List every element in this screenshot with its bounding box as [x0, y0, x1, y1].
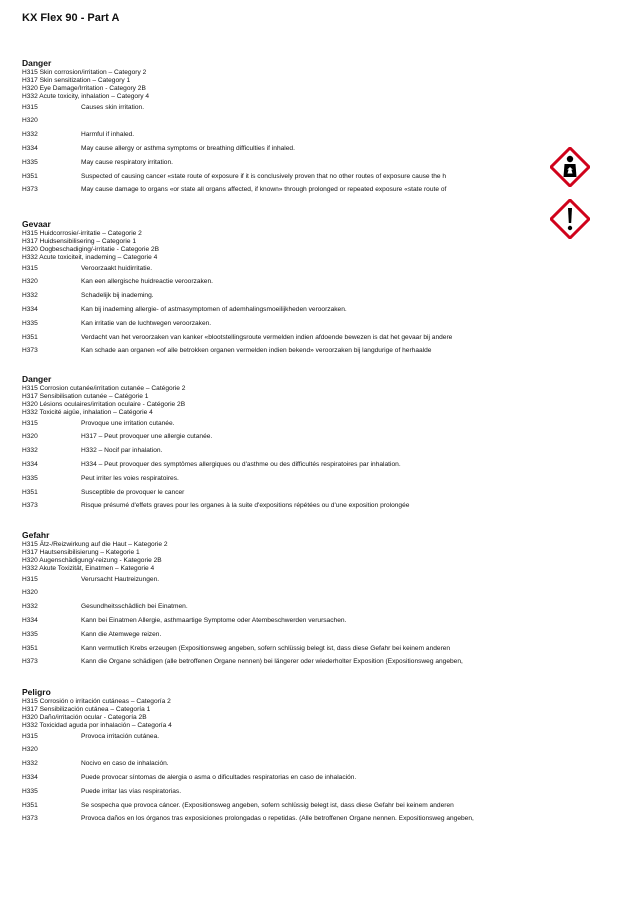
hazard-code: H373 — [22, 502, 38, 510]
hazard-text: Kan schade aan organen «of alle betrokken organen vermelden indien bekend» veroorzaken bij langdurige of herhaalde — [81, 347, 432, 355]
hazard-text: Peut irriter les voies respiratoires. — [81, 474, 179, 482]
hazard-code: H373 — [22, 186, 38, 194]
hazard-statement — [22, 344, 542, 358]
classification-line: H320 Lésions oculaires/irritation oculaire - Catégorie 2B — [22, 400, 186, 408]
classification-line: H320 Eye Damage/Irritation - Category 2B — [22, 84, 146, 92]
classification-line: H317 Skin sensitization – Category 1 — [22, 76, 131, 84]
hazard-text: Kan irritatie van de luchtwegen veroorzaken. — [81, 319, 212, 327]
hazard-statement — [22, 573, 542, 587]
hazard-statement — [22, 730, 542, 744]
hazard-statement — [22, 430, 542, 444]
hazard-statement — [22, 614, 542, 628]
hazard-code: H332 — [22, 131, 38, 139]
hazard-statement — [22, 444, 542, 458]
classification-line: H332 Acute toxicity, inhalation – Category 4 — [22, 92, 150, 100]
hazard-text: May cause damage to organs «or state all organs affected, if known» through prolonged or repeated exposure «state route of — [81, 186, 447, 194]
section-dutch — [22, 219, 542, 358]
hazard-code: H334 — [22, 144, 38, 152]
hazard-statement — [22, 655, 542, 669]
classification-line: H315 Corrosión o irritación cutáneas – Categoría 2 — [22, 698, 171, 705]
hazard-statement — [22, 331, 542, 345]
hazard-code: H315 — [22, 103, 38, 111]
section-german — [22, 530, 542, 669]
hazard-code: H332 — [22, 760, 38, 768]
hazard-statement — [22, 114, 542, 128]
health-hazard-icon — [550, 147, 590, 187]
classification-line: H320 Daño/irritación ocular - Categoría 2B — [22, 713, 147, 721]
hazard-text: Provoca daños en los órganos tras exposiciones prolongadas o repetidas. (Alle betroffenen Organe nennen. Expositionsweg angeben, — [81, 815, 474, 823]
document-title: KX Flex 90 - Part A — [22, 12, 120, 24]
hazard-code: H315 — [22, 575, 38, 583]
classification-line: H317 Sensibilisation cutanée – Catégorie 1 — [22, 392, 149, 400]
section-english — [22, 58, 542, 197]
hazard-statement — [22, 262, 542, 276]
hazard-statement — [22, 785, 542, 799]
hazard-code: H351 — [22, 172, 38, 180]
hazard-code: H351 — [22, 801, 38, 809]
hazard-statement — [22, 743, 542, 757]
section-heading: Peligro — [22, 687, 51, 697]
hazard-code: H320 — [22, 589, 38, 597]
hazard-statement — [22, 586, 542, 600]
hazard-statement — [22, 600, 542, 614]
hazard-statement — [22, 417, 542, 431]
hazard-text: Kann die Organe schädigen (alle betroffenen Organe nennen) bei längerer oder wiederholter Exposition (Expositionsweg angeben, — [81, 658, 463, 666]
hazard-statement — [22, 289, 542, 303]
hazard-text: Verdacht van het veroorzaken van kanker «blootstellingsroute vermelden indien afdoende bewezen is dat het gevaar bij andere — [81, 333, 453, 341]
hazard-code: H334 — [22, 773, 38, 781]
hazard-statement — [22, 170, 542, 184]
hazard-code: H335 — [22, 630, 38, 638]
hazard-code: H334 — [22, 305, 38, 313]
hazard-code: H320 — [22, 278, 38, 286]
hazard-text: May cause allergy or asthma symptoms or breathing difficulties if inhaled. — [81, 144, 295, 152]
hazard-statement — [22, 799, 542, 813]
section-heading: Gevaar — [22, 219, 51, 229]
classification-line: H315 Corrosion cutanée/irritation cutanée – Catégorie 2 — [22, 385, 186, 392]
hazard-statement — [22, 142, 542, 156]
hazard-text: Provoca irritación cutánea. — [81, 732, 160, 740]
hazard-code: H373 — [22, 815, 38, 823]
classification-line: H332 Toxicidad aguda por inhalación – Categoría 4 — [22, 721, 172, 729]
hazard-code: H373 — [22, 658, 38, 666]
classification-line: H320 Oogbeschadiging/-irritatie - Categorie 2B — [22, 245, 160, 253]
hazard-statement — [22, 101, 542, 115]
hazard-statement — [22, 472, 542, 486]
hazard-statement — [22, 275, 542, 289]
classification-line: H332 Toxicité aigüe, inhalation – Catégorie 4 — [22, 408, 153, 416]
hazard-text: Puede irritar las vías respiratorias. — [81, 787, 182, 795]
hazard-code: H335 — [22, 158, 38, 166]
hazard-code: H334 — [22, 460, 38, 468]
classification-line: H317 Hautsensibilisierung – Kategorie 1 — [22, 548, 140, 556]
hazard-text: Causes skin irritation. — [81, 103, 145, 111]
hazard-code: H320 — [22, 117, 38, 125]
hazard-text: Nocivo en caso de inhalación. — [81, 760, 169, 768]
hazard-code: H320 — [22, 433, 38, 441]
hazard-statement — [22, 486, 542, 500]
hazard-text: Kann vermutlich Krebs erzeugen (Expositionsweg angeben, sofern schlüssig belegt ist, dass diese Gefahr bei keinem anderen — [81, 644, 451, 652]
hazard-statement — [22, 642, 542, 656]
hazard-text: May cause respiratory irritation. — [81, 158, 173, 166]
hazard-code: H315 — [22, 419, 38, 427]
classification-line: H315 Ätz-/Reizwirkung auf die Haut – Kategorie 2 — [22, 541, 168, 548]
hazard-text: Kann bei Einatmen Allergie, asthmaartige Symptome oder Atembeschwerden verursachen. — [81, 616, 347, 624]
hazard-statement — [22, 628, 542, 642]
hazard-statement — [22, 458, 542, 472]
section-spanish — [22, 687, 542, 826]
hazard-text: Veroorzaakt huidirritatie. — [81, 264, 153, 272]
hazard-text: H334 – Peut provoquer des symptômes allergiques ou d'asthme ou des difficultés respiratoires par inhalation. — [81, 460, 401, 468]
hazard-code: H351 — [22, 488, 38, 496]
hazard-code: H315 — [22, 264, 38, 272]
hazard-code: H334 — [22, 616, 38, 624]
hazard-text: Gesundheitsschädlich bei Einatmen. — [81, 603, 188, 611]
classification-line: H332 Akute Toxizität, Einatmen – Kategorie 4 — [22, 564, 155, 572]
hazard-code: H332 — [22, 447, 38, 455]
hazard-text: Puede provocar síntomas de alergia o asma o dificultades respiratorias en caso de inhalación. — [81, 773, 357, 781]
hazard-code: H320 — [22, 746, 38, 754]
hazard-text: Susceptible de provoquer le cancer — [81, 488, 185, 496]
hazard-text: Se sospecha que provoca cáncer. (Expositionsweg angeben, sofern schlüssig belegt ist, dass diese Gefahr bei keinem anderen — [81, 801, 454, 809]
hazard-statement — [22, 812, 542, 826]
hazard-code: H351 — [22, 333, 38, 341]
hazard-statement — [22, 499, 542, 513]
hazard-text: Kan een allergische huidreactie veroorzaken. — [81, 278, 213, 286]
hazard-text: Kan bij inademing allergie- of astmasymptomen of ademhalingsmoeilijkheden veroorzaken. — [81, 305, 347, 313]
hazard-code: H335 — [22, 474, 38, 482]
hazard-statement — [22, 757, 542, 771]
hazard-text: H332 – Nocif par inhalation. — [81, 447, 163, 455]
hazard-code: H332 — [22, 292, 38, 300]
hazard-statement — [22, 303, 542, 317]
section-heading: Danger — [22, 374, 52, 384]
hazard-code: H373 — [22, 347, 38, 355]
classification-line: H317 Sensibilización cutánea – Categoría 1 — [22, 705, 151, 713]
hazard-text: Suspected of causing cancer «state route of exposure if it is conclusively proven that no other routes of exposure cause the h — [81, 172, 447, 180]
hazard-text: Harmful if inhaled. — [81, 131, 135, 139]
section-heading: Danger — [22, 58, 52, 68]
section-heading: Gefahr — [22, 530, 50, 540]
hazard-text: H317 – Peut provoquer une allergie cutanée. — [81, 433, 213, 441]
hazard-text: Kann die Atemwege reizen. — [81, 630, 162, 638]
hazard-text: Schadelijk bij inademing. — [81, 292, 154, 300]
hazard-statement — [22, 156, 542, 170]
hazard-code: H335 — [22, 319, 38, 327]
hazard-statement — [22, 771, 542, 785]
hazard-statement — [22, 183, 542, 197]
hazard-code: H335 — [22, 787, 38, 795]
classification-line: H315 Skin corrosion/irritation – Category 2 — [22, 69, 147, 76]
hazard-statement — [22, 317, 542, 331]
hazard-statement — [22, 128, 542, 142]
hazard-code: H332 — [22, 603, 38, 611]
hazard-text: Risque présumé d'effets graves pour les organes à la suite d'expositions répétées ou d'une exposition prolongée — [81, 502, 410, 510]
classification-line: H317 Huidsensibilisering – Categorie 1 — [22, 237, 136, 245]
hazard-code: H351 — [22, 644, 38, 652]
exclamation-mark-icon — [550, 199, 590, 239]
hazard-code: H315 — [22, 732, 38, 740]
section-french — [22, 374, 542, 513]
classification-line: H320 Augenschädigung/-reizung - Kategorie 2B — [22, 556, 162, 564]
classification-line: H315 Huidcorrosie/-irritatie – Categorie 2 — [22, 230, 142, 237]
hazard-text: Provoque une irritation cutanée. — [81, 419, 175, 427]
classification-line: H332 Acute toxiciteit, inademing – Categorie 4 — [22, 253, 158, 261]
hazard-text: Verursacht Hautreizungen. — [81, 575, 160, 583]
